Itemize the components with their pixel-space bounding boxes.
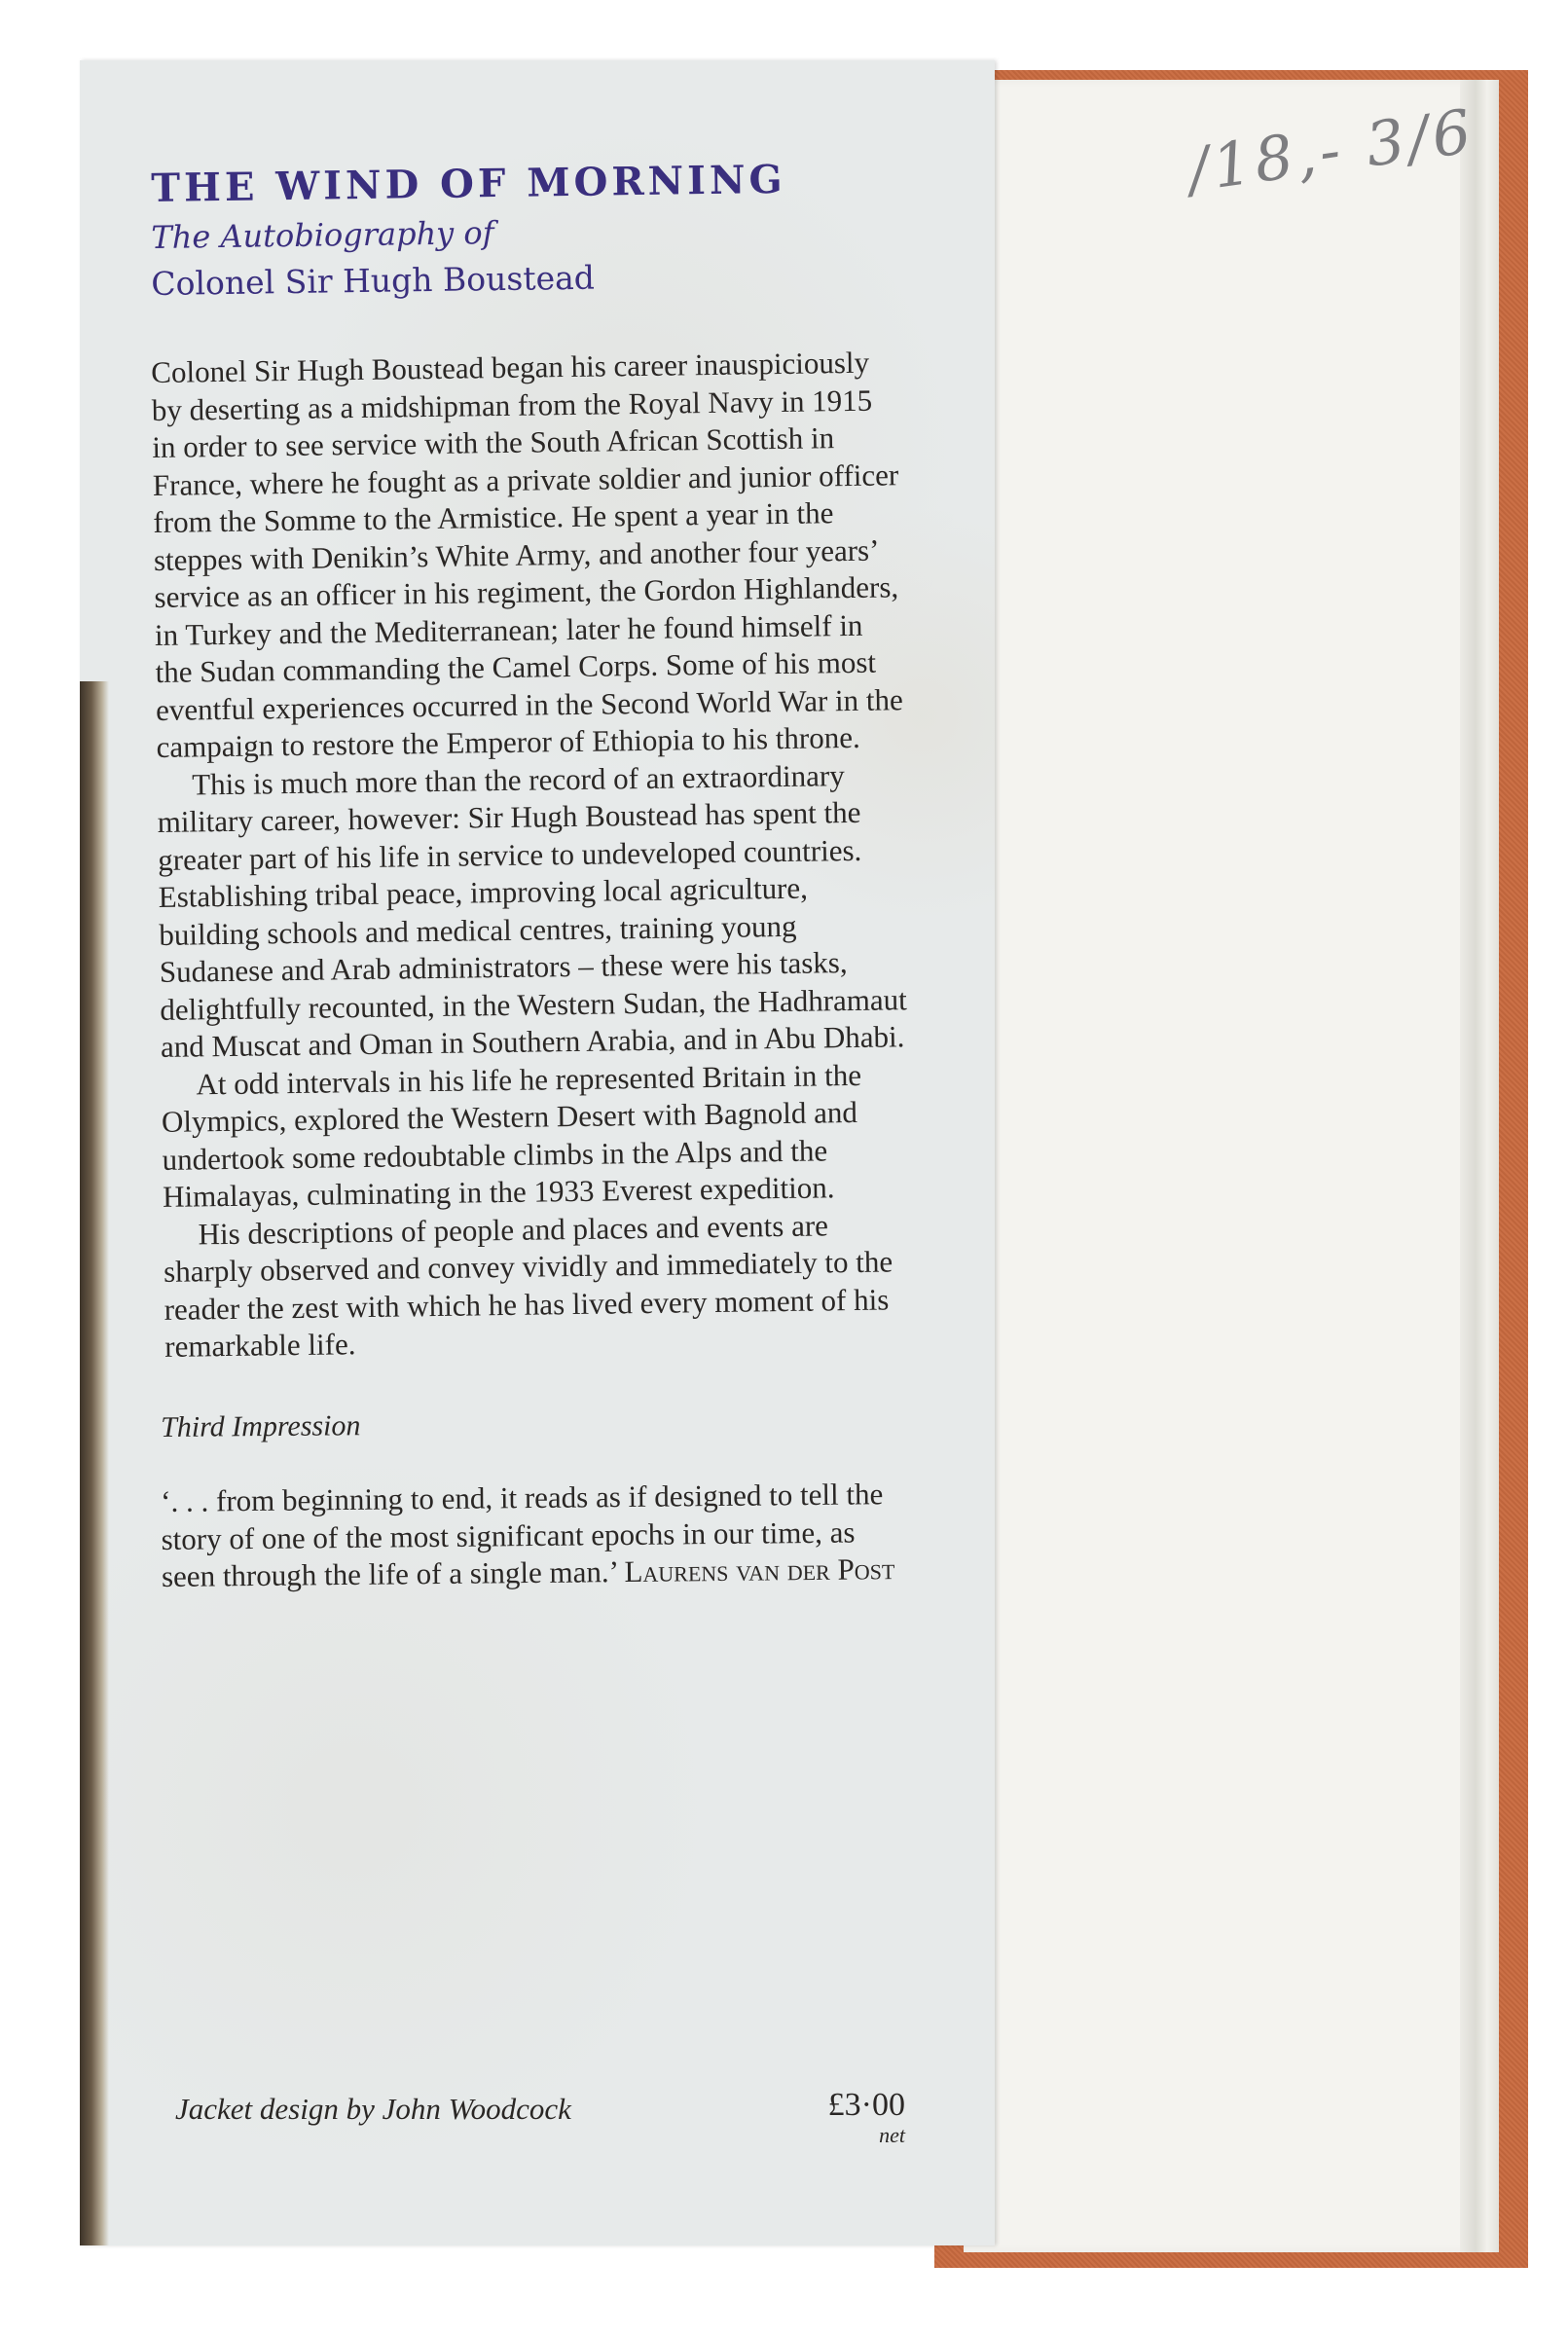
book-author: Colonel Sir Hugh Boustead [151, 258, 596, 303]
blurb-paragraph: At odd intervals in his life he represented Britain in the Olympics, explored the Western Desert with Bagnold and undertook some redoubtable climbs in the Alps and the Himalayas, culminating in the 1933 Everest expedition. [161, 1057, 862, 1214]
price: £3·00 [827, 2087, 905, 2123]
page-edges [1460, 80, 1499, 2252]
flap-content [151, 156, 907, 1595]
price-block [828, 2088, 905, 2148]
impression-note: Third Impression [161, 1408, 361, 1443]
flap-footer [175, 2088, 905, 2166]
book-title: THE WIND OF MORNING [151, 156, 786, 211]
price-note: net [879, 2123, 905, 2147]
jacket-design-credit: Jacket design by John Woodcock [175, 2092, 571, 2126]
blurb [151, 344, 914, 1366]
pencil-price-note: /18,- 3/6 [1184, 94, 1479, 206]
book-subtitle: The Autobiography of [151, 214, 494, 256]
endpaper-page [964, 80, 1489, 2252]
flap-fold-shadow [80, 681, 109, 2245]
blurb-paragraph: Colonel Sir Hugh Boustead began his career inauspiciously by deserting as a midshipman from the Royal Navy in 1915 in order to see service with the South African Scottish in France, where he fought as a private soldier and junior officer from the Somme to the Armistice. He spent a year in the steppes with Denikin’s White Army, and another four years’ service as an officer in his regiment, the Gordon Highlanders, in Turkey and the Mediterranean; later he found himself in the Sudan commanding the Camel Corps. Some of his most eventful experiences occurred in the Second World War in the campaign to restore the Emperor of Ethiopia to his throne. [151, 345, 904, 764]
blurb-paragraph: His descriptions of people and places and events are sharply observed and convey vividly and immediately to the reader the zest with which he has lived every moment of his remarkable life. [163, 1207, 893, 1364]
blurb-paragraph: This is much more than the record of an extraordinary military career, however: Sir Hugh Boustead has spent the greater part of his life in service to undeveloped countries. Establishing tribal peace, improving local agriculture, building schools and medical centres, training young Sudanese and Arab administrators – these were his tasks, delightfully recounted, in the Western Sudan, the Hadhramaut and Muscat and Oman in Southern Arabia, and in Abu Dhabi. [157, 757, 907, 1064]
review-quote [161, 1476, 901, 1595]
quote-attribution: Laurens van der Post [624, 1551, 895, 1588]
quote-text: ‘. . . from beginning to end, it reads as if designed to tell the story of one of the most significant epochs in our time, as seen through the life of a single man.’ [161, 1476, 884, 1593]
